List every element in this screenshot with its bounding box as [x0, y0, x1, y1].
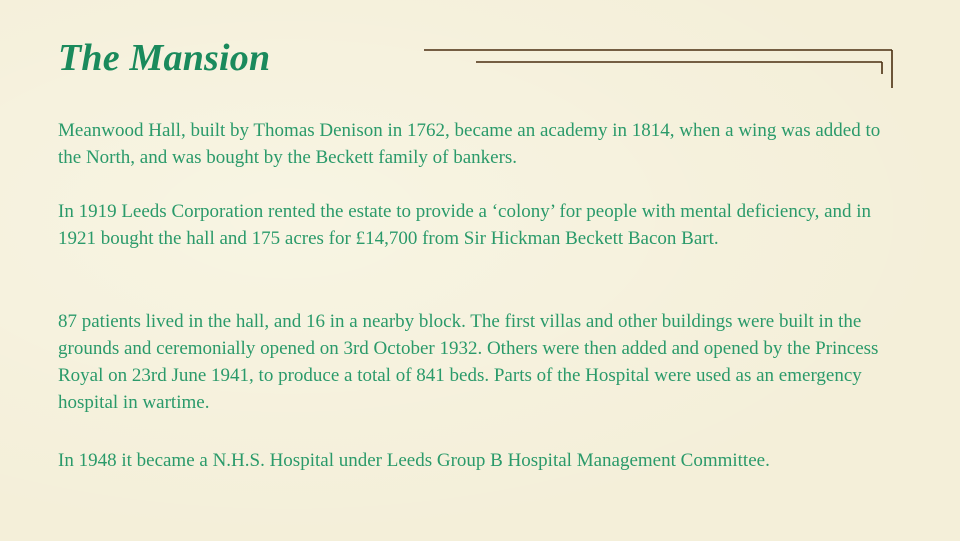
paragraph-leeds-corporation: In 1919 Leeds Corporation rented the estate to provide a ‘colony’ for people with mental deficiency, and in 1921 bought the hall and 175 acres for £14,700 from Sir Hickman Beckett Bacon Bart. — [58, 201, 872, 249]
paragraph-patients-and-villas: 87 patients lived in the hall, and 16 in a nearby block. The first villas and other buildings were built in the grounds and ceremonially opened on 3rd October 1932. Others were then added and opened by the Princess Royal on 23rd June 1941, to produce a total of 841 beds. Parts of the Hospital were used as an emergency hospital in wartime. — [58, 311, 879, 413]
paragraph-history-intro: Meanwood Hall, built by Thomas Denison in 1762, became an academy in 1814, when a wing was added to the North, and was bought by the Beckett family of bankers. — [58, 120, 881, 168]
page-title: The Mansion — [58, 37, 271, 79]
decorative-rule-ornament — [420, 44, 900, 94]
paragraph-nhs-hospital: In 1948 it became a N.H.S. Hospital under Leeds Group B Hospital Management Committee. — [58, 450, 770, 471]
